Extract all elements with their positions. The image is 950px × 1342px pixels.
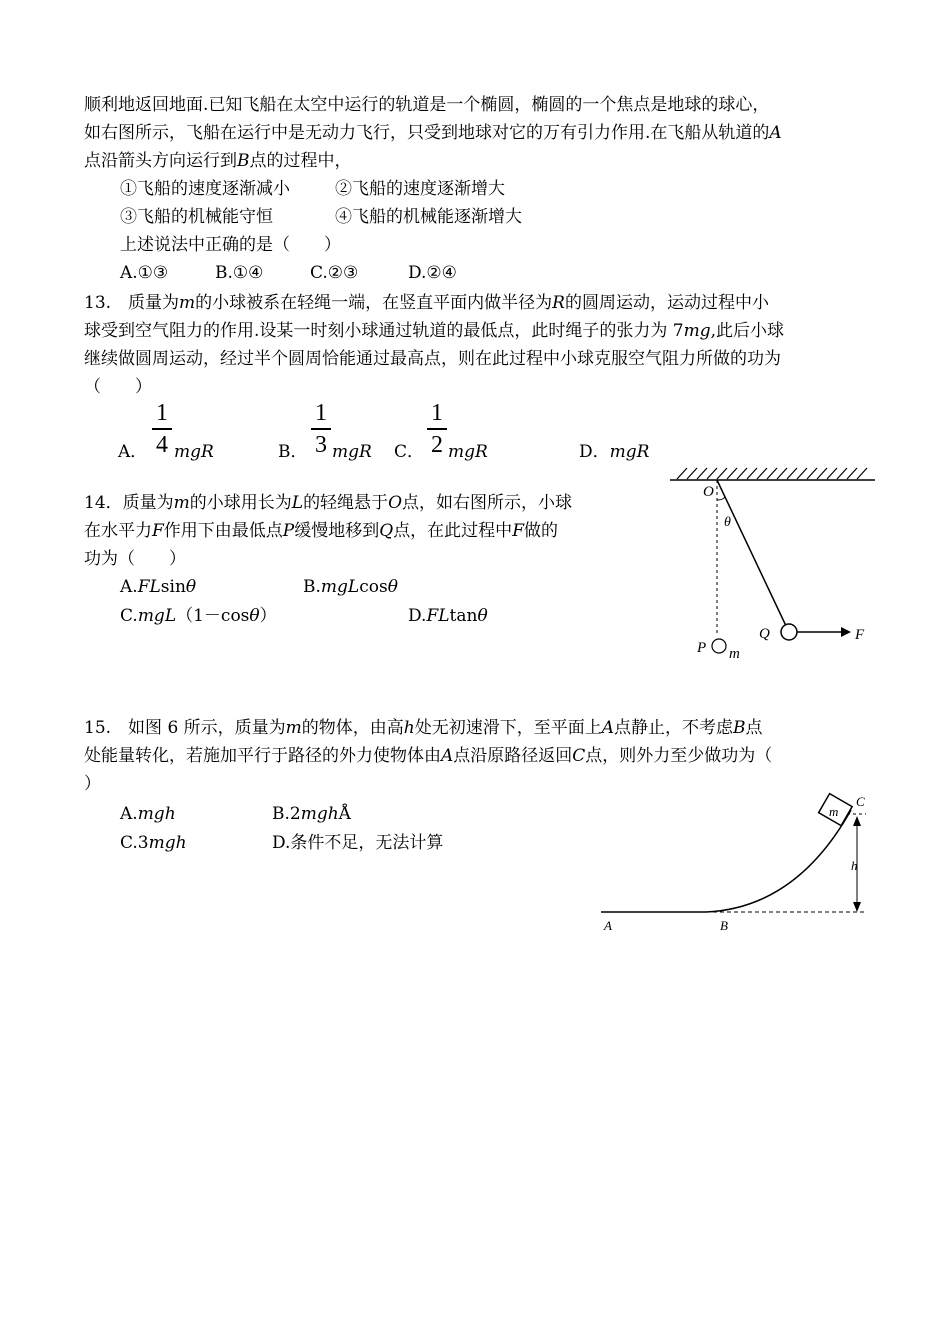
intro-line-2: 如右图所示，飞船在运行中是无动力飞行，只受到地球对它的万有引力作用.在飞船从轨道的A: [84, 123, 782, 143]
q15-choice-b: B.2mghÅ: [272, 804, 351, 824]
fig-label-theta: θ: [724, 515, 731, 530]
fig-label-b: B: [720, 918, 728, 933]
q15-choice-a: A.mgh: [120, 804, 176, 824]
q14-choice-a: A.FLsinθ: [120, 577, 197, 597]
intro-option-2: ②飞船的速度逐渐增大: [335, 179, 505, 199]
q13-choice-c-mgr: mgR: [448, 442, 488, 462]
q13-line-2: 球受到空气阻力的作用.设某一时刻小球通过轨道的最低点，此时绳子的张力为 7mg,此后小球: [84, 321, 785, 341]
q13-choice-a-mgr: mgR: [174, 442, 214, 462]
intro-choice-c: C.②③: [310, 263, 359, 283]
intro-choice-b: B.①④: [215, 263, 264, 283]
intro-choice-d: D.②④: [408, 263, 457, 283]
force-arrow-head: [841, 627, 851, 637]
q13-choice-d: D．mgR: [579, 442, 650, 462]
fig-label-h: h: [851, 858, 858, 873]
q13-fraction-b: 1 3: [311, 400, 331, 458]
q15-choice-c: C.3mgh: [120, 833, 187, 853]
q14-line-1: 14．质量为m的小球用长为L的轻绳悬于O点，如右图所示，小球: [84, 493, 572, 513]
fig-label-a: A: [604, 918, 612, 933]
q14-pendulum-figure: [665, 462, 885, 667]
intro-option-1: ①飞船的速度逐渐减小: [120, 179, 290, 199]
q15-line-2: 处能量转化，若施加平行于路径的外力使物体由A点沿原路径返回C点，则外力至少做功为（: [84, 746, 773, 766]
fig-label-m: m: [829, 804, 839, 819]
ball-p: [712, 639, 726, 653]
q15-choice-d: D.条件不足，无法计算: [272, 833, 444, 853]
intro-question: 上述说法中正确的是（ ）: [120, 235, 341, 255]
q15-ramp-figure: [596, 788, 876, 938]
fig-label-q: Q: [759, 626, 770, 642]
q13-line-4: （ ）: [84, 377, 152, 397]
q14-choice-d: D.FLtanθ: [408, 606, 488, 626]
q13-line-3: 继续做圆周运动，经过半个圆周恰能通过最高点，则在此过程中小球克服空气阻力所做的功为: [84, 349, 781, 369]
height-arrow-up: [853, 816, 861, 826]
intro-option-4: ④飞船的机械能逐渐增大: [335, 207, 522, 227]
fig-label-p: P: [697, 640, 707, 656]
q13-choice-a-label: A．: [118, 442, 148, 462]
q14-line-3: 功为（ ）: [84, 549, 186, 569]
q13-fraction-a: 1 4: [152, 400, 172, 458]
intro-line-1: 顺利地返回地面.已知飞船在太空中运行的轨道是一个椭圆，椭圆的一个焦点是地球的球心，: [84, 95, 770, 115]
q14-line-2: 在水平力F作用下由最低点P缓慢地移到Q点，在此过程中F做的: [84, 521, 558, 541]
curved-ramp: [706, 810, 851, 912]
q14-choice-c: C.mgL（1－cosθ）: [120, 606, 277, 626]
q14-choice-b: B.mgLcosθ: [303, 577, 398, 597]
q13-choice-b-label: B．: [278, 442, 308, 462]
angle-arc: [717, 497, 725, 500]
q15-line-3: ）: [84, 774, 101, 794]
fig-label-f: F: [855, 627, 865, 643]
ball-q: [781, 624, 797, 640]
ceiling-hatch: [670, 468, 875, 480]
q13-line-1: 13. 质量为m的小球被系在轻绳一端，在竖直平面内做半径为R的圆周运动，运动过程中小: [84, 293, 769, 313]
q15-line-1: 15. 如图 6 所示，质量为m的物体，由高h处无初速滑下，至平面上A点静止，不考虑B点: [84, 718, 763, 738]
q13-fraction-c: 1 2: [427, 400, 447, 458]
intro-choice-a: A.①③: [120, 263, 169, 283]
fig-label-m: m: [729, 646, 740, 662]
height-arrow-down: [853, 902, 861, 912]
intro-line-3: 点沿箭头方向运行到B点的过程中，: [84, 151, 352, 171]
fig-label-c: C: [856, 794, 865, 809]
rope: [717, 480, 787, 628]
q13-choice-c-label: C．: [394, 442, 425, 462]
q13-choice-b-mgr: mgR: [332, 442, 372, 462]
intro-option-3: ③飞船的机械能守恒: [120, 207, 273, 227]
fig-label-o: O: [703, 484, 714, 500]
